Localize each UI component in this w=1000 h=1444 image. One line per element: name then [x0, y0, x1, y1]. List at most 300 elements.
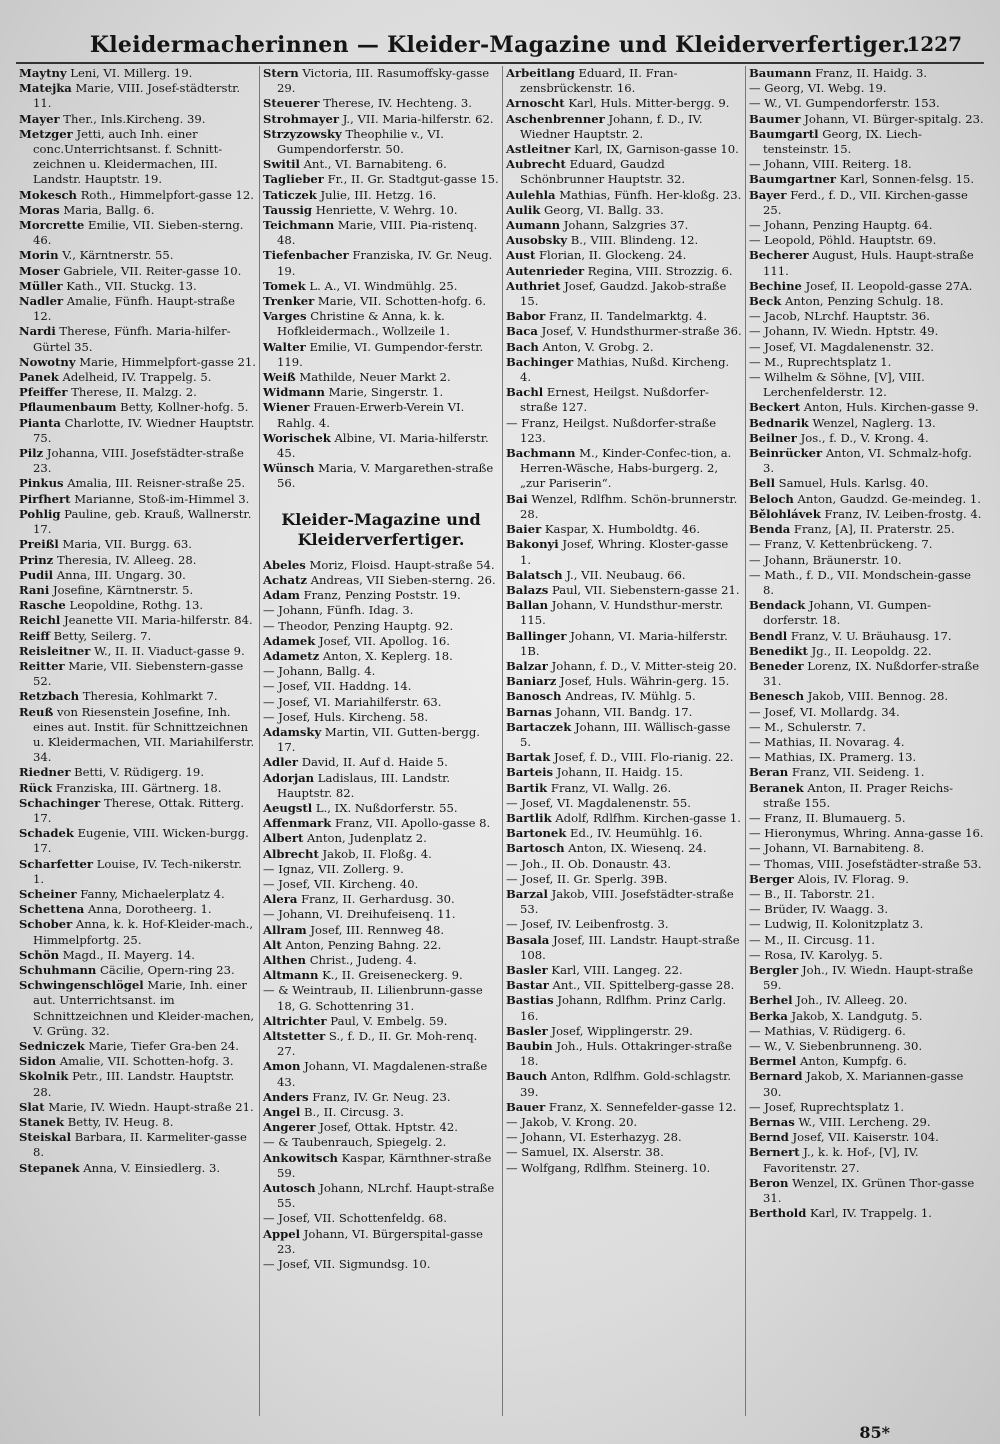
directory-entry: [506, 233, 742, 248]
directory-entry: [506, 1161, 742, 1176]
entry-surname: Bernd: [749, 1130, 789, 1145]
entry-surname: Astleitner: [506, 142, 571, 157]
entry-surname: Pirfhert: [19, 491, 71, 506]
entry-details: — Brüder, IV. Waagg. 3.: [749, 902, 889, 917]
directory-entry: [749, 81, 985, 96]
entry-details: — M., Schulerstr. 7.: [749, 719, 866, 734]
entry-details: Roth., Himmelpfort-gasse 12.: [80, 187, 254, 202]
entry-surname: Pinkus: [19, 476, 64, 491]
directory-entry: [506, 750, 742, 765]
directory-entry: [749, 172, 985, 187]
entry-details: Johann, f. D., IV. Wiedner Hauptstr. 2.: [520, 111, 703, 141]
entry-details: K., II. Greiseneckerg. 9.: [322, 968, 463, 983]
directory-entry: [19, 1161, 256, 1176]
directory-entry: [749, 218, 985, 233]
entry-surname: Babor: [506, 309, 546, 324]
entry-details: — Ignaz, VII. Zollerg. 9.: [263, 861, 404, 876]
entry-surname: Berka: [749, 1008, 788, 1023]
entry-surname: Bakonyi: [506, 537, 559, 552]
directory-entry: [749, 765, 985, 780]
entry-details: Josef, III. Landstr. Haupt-straße 108.: [520, 932, 740, 962]
entry-surname: Bartlik: [506, 810, 552, 825]
directory-entry: [749, 340, 985, 355]
entry-details: Josef, III. Rennweg 48.: [310, 922, 445, 937]
entry-surname: Widmann: [263, 385, 325, 400]
entry-surname: Bachl: [506, 385, 544, 400]
entry-details: Jetti, auch Inh. einer conc.Unterrichtsanst. f. Schnitt-zeichnen u. Kleidermachen, III. Landstr. Hauptstr. 19.: [33, 126, 223, 187]
entry-surname: Weiß: [263, 370, 296, 385]
entry-details: Ferd., f. D., VII. Kirchen-gasse 25.: [763, 187, 968, 217]
directory-entry: [263, 188, 499, 203]
directory-entry: [506, 598, 742, 628]
entry-details: Johann, V. Hundsthur-merstr. 115.: [520, 598, 724, 628]
entry-surname: Angerer: [263, 1120, 316, 1135]
entry-details: Johanna, VIII. Josefstädter-straße 23.: [33, 446, 244, 476]
entry-details: Theresia, IV. Alleeg. 28.: [56, 552, 197, 567]
directory-entry: [19, 127, 256, 188]
directory-entry: [749, 188, 985, 218]
directory-entry: [263, 431, 499, 461]
entry-details: Franz, IV. Gr. Neug. 23.: [312, 1089, 451, 1104]
entry-details: Johann, Salzgries 37.: [563, 218, 689, 233]
entry-details: Fanny, Michaelerplatz 4.: [80, 886, 225, 901]
directory-entry: [19, 203, 256, 218]
entry-details: Franziska, IV. Gr. Neug. 19.: [277, 248, 493, 278]
directory-entry: [263, 649, 499, 664]
directory-entry: [749, 127, 985, 157]
entry-details: Franz, VII. Apollo-gasse 8.: [334, 816, 491, 831]
entry-details: V., Kärntnerstr. 55.: [62, 248, 174, 263]
directory-entry: [749, 537, 985, 552]
directory-entry: [263, 370, 499, 385]
entry-details: L. A., VI. Windmühlg. 25.: [309, 278, 458, 293]
directory-entry: [263, 695, 499, 710]
directory-entry: [19, 264, 256, 279]
directory-entry: [263, 953, 499, 968]
directory-entry: [19, 887, 256, 902]
entry-details: — Franz, Heilgst. Nußdorfer-straße 123.: [506, 415, 717, 445]
entry-details: von Riesenstein Josefine, Inh. eines aut. Instit. für Schnittzeichnen u. Kleidermachen, VII. Mariahilferstr. 34.: [33, 704, 255, 765]
entry-surname: Riedner: [19, 765, 71, 780]
directory-entry: [19, 948, 256, 963]
entry-details: — Wolfgang, Rdlfhm. Steinerg. 10.: [506, 1160, 711, 1175]
directory-entry: [263, 248, 499, 278]
directory-entry: [506, 355, 742, 385]
directory-entry: [19, 598, 256, 613]
directory-entry: [749, 1039, 985, 1054]
entry-surname: Adamek: [263, 633, 316, 648]
directory-entry: [749, 1206, 985, 1221]
entry-details: Joh., IV. Alleeg. 20.: [796, 993, 908, 1008]
entry-details: — Math., f. D., VII. Mondschein-gasse 8.: [749, 567, 972, 597]
entry-surname: Beranek: [749, 780, 804, 795]
directory-entry: [263, 1135, 499, 1150]
entry-surname: Schober: [19, 917, 73, 932]
directory-entry: [506, 188, 742, 203]
entry-surname: Becherer: [749, 248, 809, 263]
entry-details: Martin, VII. Gutten-bergg. 17.: [277, 724, 480, 755]
entry-surname: Schuhmann: [19, 962, 97, 977]
directory-entry: [19, 370, 256, 385]
entry-surname: Affenmark: [263, 816, 332, 831]
entry-surname: Bauer: [506, 1099, 546, 1114]
entry-details: Lorenz, IX. Nußdorfer-straße 31.: [763, 658, 980, 689]
directory-entry: [506, 826, 742, 841]
entry-details: Johann, VI. Maria-hilferstr. 1B.: [520, 628, 728, 658]
entry-details: August, Huls. Haupt-straße 111.: [763, 248, 974, 278]
entry-details: — Franz, II. Blumauerg. 5.: [749, 810, 906, 825]
entry-surname: Altstetter: [263, 1028, 326, 1043]
directory-entry: [263, 862, 499, 877]
entry-details: Jos., f. D., V. Krong. 4.: [800, 430, 929, 445]
entry-details: Jakob, X. Mariannen-gasse 30.: [763, 1069, 964, 1099]
entry-surname: Bělohlávek: [749, 506, 821, 521]
entry-surname: Aumann: [506, 218, 561, 233]
entry-details: Anna, k. k. Hof-Kleider-mach., Himmelpfortg. 25.: [33, 917, 254, 947]
entry-details: Johann, VI. Bürger-spitalg. 23.: [804, 111, 984, 126]
directory-entry: [263, 127, 499, 157]
entry-details: Josef, VII. Kaiserstr. 104.: [792, 1130, 939, 1145]
entry-surname: Benda: [749, 522, 791, 537]
entry-surname: Barzal: [506, 886, 548, 901]
entry-details: Anton, Gaudzd. Ge-meindeg. 1.: [797, 491, 981, 506]
entry-details: — Johann, IV. Wiedn. Hptstr. 49.: [749, 324, 939, 339]
entry-surname: Bayer: [749, 187, 787, 202]
entry-details: Paul, VII. Siebenstern-gasse 21.: [552, 582, 740, 597]
directory-entry: [506, 537, 742, 567]
entry-details: M., Kinder-Confec-tion, a. Herren-Wäsche, Habs-burgerg. 2, „zur Pariserin“.: [520, 446, 732, 491]
directory-entry: [506, 279, 742, 309]
entry-surname: Scharfetter: [19, 856, 94, 871]
entry-details: — W., V. Siebenbrunneng. 30.: [749, 1039, 923, 1053]
directory-entry: [749, 309, 985, 324]
entry-details: Johann, Rdlfhm. Prinz Carlg. 16.: [520, 993, 727, 1023]
entry-details: Franz, VII. Seideng. 1.: [791, 765, 925, 780]
directory-entry: [749, 735, 985, 750]
entry-details: Henriette, V. Wehrg. 10.: [315, 202, 458, 217]
directory-entry: [749, 157, 985, 172]
entry-surname: Baumer: [749, 111, 801, 126]
directory-entry: [19, 1130, 256, 1160]
directory-entry: [749, 112, 985, 127]
directory-entry: [263, 634, 499, 649]
entry-surname: Pudil: [19, 567, 54, 582]
entry-surname: Mokesch: [19, 187, 77, 202]
entry-surname: Moser: [19, 263, 60, 278]
directory-entry: [19, 537, 256, 552]
entry-surname: Ballinger: [506, 628, 567, 643]
entry-details: Regina, VIII. Strozzig. 6.: [587, 263, 733, 278]
entry-details: Josef, II. Leopold-gasse 27A.: [805, 278, 973, 293]
entry-details: Johann, VII. Bandg. 17.: [555, 704, 693, 719]
directory-entry: [263, 664, 499, 679]
entry-surname: Benedikt: [749, 643, 808, 658]
entry-details: Ther., Inls.Kircheng. 39.: [63, 111, 206, 126]
entry-details: Eugenie, VIII. Wicken-burgg. 17.: [33, 826, 249, 856]
entry-surname: Trenker: [263, 294, 315, 309]
directory-entry: [749, 1130, 985, 1145]
directory-entry: [19, 112, 256, 127]
entry-details: — Georg, VI. Webg. 19.: [749, 81, 887, 96]
entry-details: Anton, Penzing Bahng. 22.: [285, 937, 442, 952]
directory-entry: [749, 522, 985, 537]
directory-entry: [749, 720, 985, 735]
signature-mark: 85*: [859, 1423, 890, 1442]
directory-entry: [19, 1115, 256, 1130]
directory-entry: [749, 705, 985, 720]
entry-details: Leni, VI. Millerg. 19.: [70, 66, 193, 80]
entry-surname: Bai: [506, 491, 528, 506]
entry-details: Barbara, II. Karmeliter-gasse 8.: [33, 1130, 247, 1160]
entry-surname: Reichl: [19, 613, 61, 628]
entry-details: Emilie, VII. Sieben-sterng. 46.: [33, 218, 244, 248]
directory-entry: [749, 1069, 985, 1099]
entry-surname: Wiener: [263, 400, 310, 415]
directory-entry: [19, 279, 256, 294]
entry-surname: Aubrecht: [506, 157, 566, 172]
directory-entry: [506, 841, 742, 856]
directory-entry: [506, 385, 742, 415]
entry-details: Johann, VI. Magdalenen-straße 43.: [277, 1059, 488, 1089]
directory-entry: [749, 887, 985, 902]
entry-details: Eduard, Gaudzd Schönbrunner Hauptstr. 32.: [520, 157, 686, 187]
entry-surname: Ausobsky: [506, 233, 568, 248]
entry-surname: Bechine: [749, 278, 802, 293]
directory-entry: [19, 857, 256, 887]
entry-details: Karl, IV. Trappelg. 1.: [810, 1206, 932, 1221]
entry-surname: Aulik: [506, 202, 541, 217]
directory-entry: [506, 689, 742, 704]
entry-details: — Johann, Penzing Hauptg. 64.: [749, 218, 933, 233]
entry-details: Joh., IV. Wiedn. Haupt-straße 59.: [763, 962, 974, 993]
directory-entry: [506, 248, 742, 263]
entry-surname: Angel: [263, 1105, 301, 1119]
entry-surname: Achatz: [263, 572, 307, 587]
directory-entry: [19, 553, 256, 568]
entry-surname: Beckert: [749, 400, 801, 415]
directory-entry: [19, 385, 256, 400]
directory-entry: [506, 796, 742, 811]
entry-surname: Pflaumenbaum: [19, 400, 117, 415]
directory-entry: [749, 446, 985, 476]
entry-surname: Ankowitsch: [263, 1150, 338, 1165]
entry-details: W., II. II. Viaduct-gasse 9.: [94, 643, 245, 658]
entry-details: Anton, Kumpfg. 6.: [800, 1054, 907, 1069]
directory-entry: [19, 492, 256, 507]
directory-entry: [749, 826, 985, 841]
entry-details: Josef, Ottak. Hptstr. 42.: [319, 1120, 458, 1135]
entry-surname: Switil: [263, 157, 300, 172]
directory-entry: [749, 233, 985, 248]
directory-entry: [506, 1130, 742, 1145]
directory-entry: [263, 679, 499, 694]
directory-entry: [506, 522, 742, 537]
column-3: [502, 66, 745, 1416]
directory-entry: [19, 705, 256, 766]
directory-entry: [506, 324, 742, 339]
entry-details: Samuel, Huls. Karlsg. 40.: [778, 476, 929, 491]
entry-details: Andreas, VII Sieben-sterng. 26.: [310, 572, 496, 587]
directory-entry: [263, 172, 499, 187]
directory-entry: [263, 340, 499, 370]
directory-entry: [263, 309, 499, 339]
entry-surname: Autosch: [263, 1181, 316, 1196]
entry-details: Marie, VII. Schotten-hofg. 6.: [317, 294, 487, 309]
directory-entry: [263, 1029, 499, 1059]
directory-entry: [263, 279, 499, 294]
entry-surname: Bartak: [506, 750, 551, 765]
directory-entry: [749, 1100, 985, 1115]
entry-surname: Bergler: [749, 962, 799, 977]
entry-surname: Amon: [263, 1059, 301, 1074]
entry-details: Johann, NLrchf. Haupt-straße 55.: [277, 1181, 495, 1211]
directory-entry: [749, 1009, 985, 1024]
entry-details: Moriz, Floisd. Haupt-straße 54.: [309, 557, 495, 572]
directory-entry: [749, 644, 985, 659]
entry-details: Albine, VI. Maria-hilferstr. 45.: [277, 430, 489, 461]
entry-surname: Basler: [506, 962, 548, 977]
directory-entry: [19, 507, 256, 537]
directory-entry: [19, 1054, 256, 1069]
entry-details: — Josef, VI. Mollardg. 34.: [749, 704, 900, 719]
entry-details: Georg, IX. Liech-tensteinstr. 15.: [763, 126, 922, 157]
entry-details: Theophilie v., VI. Gumpendorferstr. 50.: [277, 126, 444, 157]
directory-entry: [263, 1059, 499, 1089]
entry-details: B., II. Circusg. 3.: [304, 1105, 404, 1119]
entry-surname: Retzbach: [19, 689, 80, 704]
entry-details: Fr., II. Gr. Stadtgut-gasse 15.: [327, 172, 499, 187]
entry-details: — Johann, VI. Barnabiteng. 8.: [749, 841, 925, 856]
entry-surname: Taticzek: [263, 187, 317, 202]
entry-details: Wenzel, Rdlfhm. Schön-brunnerstr. 28.: [520, 491, 738, 521]
directory-entry: [263, 294, 499, 309]
entry-surname: Schettena: [19, 902, 85, 917]
entry-surname: Altmann: [263, 968, 319, 983]
entry-details: Therese, II. Malzg. 2.: [71, 385, 197, 400]
entry-details: Josef, Huls. Währin-gerg. 15.: [560, 674, 730, 689]
entry-surname: Metzger: [19, 126, 73, 141]
entry-details: Johann, VI. Bürgerspital-gasse 23.: [277, 1226, 484, 1256]
entry-details: Kaspar, X. Humboldtg. 46.: [544, 522, 701, 537]
directory-entry: [506, 583, 742, 598]
directory-entry: [506, 887, 742, 917]
entry-details: Betty, Kollner-hofg. 5.: [120, 400, 249, 415]
entry-surname: Beneder: [749, 658, 804, 673]
entry-details: Marie, Himmelpfort-gasse 21.: [79, 354, 256, 369]
directory-entry: [263, 1181, 499, 1211]
entry-details: Maria, V. Margarethen-straße 56.: [277, 461, 494, 491]
entry-details: Karl, Huls. Mitter-bergg. 9.: [568, 96, 730, 111]
entry-surname: Anders: [263, 1089, 309, 1104]
entry-details: Franz, V. U. Bräuhausg. 17.: [790, 628, 952, 643]
section-heading-line: Kleiderverfertiger.: [297, 529, 465, 549]
directory-entry: [263, 112, 499, 127]
entry-surname: Müller: [19, 278, 63, 293]
entry-details: — Josef, VII. Kircheng. 40.: [263, 876, 419, 891]
directory-entry: [19, 248, 256, 263]
directory-entry: [749, 507, 985, 522]
entry-details: — Johann, VIII. Reiterg. 18.: [749, 157, 912, 172]
entry-surname: Nadler: [19, 294, 64, 309]
entry-details: Victoria, III. Rasumoffsky-gasse 29.: [277, 66, 490, 96]
entry-details: — Jacob, NLrchf. Hauptstr. 36.: [749, 309, 930, 324]
directory-entry: [19, 613, 256, 628]
entry-details: Johann, VI. Gumpen-dorferstr. 18.: [763, 598, 932, 628]
entry-details: B., VIII. Blindeng. 12.: [570, 233, 699, 248]
directory-entry: [749, 1024, 985, 1039]
directory-entry: [749, 781, 985, 811]
entry-surname: Benesch: [749, 689, 804, 704]
entry-surname: Adam: [263, 588, 300, 603]
entry-surname: Mayer: [19, 111, 60, 126]
entry-surname: Berhel: [749, 993, 793, 1008]
directory-entry: [749, 279, 985, 294]
entry-surname: Varges: [263, 309, 307, 324]
directory-entry: [19, 188, 256, 203]
directory-entry: [506, 203, 742, 218]
entry-details: Betty, IV. Heug. 8.: [67, 1115, 174, 1130]
directory-entry: [506, 705, 742, 720]
entry-surname: Bednarik: [749, 415, 809, 430]
entry-details: Ed., IV. Heumühlg. 16.: [570, 826, 703, 841]
entry-surname: Aulehla: [506, 187, 556, 202]
entry-details: Josef, VII. Apollog. 16.: [318, 633, 450, 648]
directory-entry: [506, 142, 742, 157]
entry-details: — Johann, Fünfh. Idag. 3.: [263, 603, 414, 618]
entry-surname: Tiefenbacher: [263, 248, 349, 263]
entry-surname: Schachinger: [19, 795, 101, 810]
directory-entry: [506, 96, 742, 111]
entry-details: — Mathias, II. Novarag. 4.: [749, 734, 905, 749]
entry-surname: Basler: [506, 1023, 548, 1038]
directory-entry: [263, 831, 499, 846]
entry-details: Kath., VII. Stuckg. 13.: [66, 278, 197, 293]
entry-surname: Barteis: [506, 765, 554, 780]
entry-surname: Bachmann: [506, 446, 576, 461]
directory-entry: [19, 659, 256, 689]
entry-surname: Skolnik: [19, 1069, 69, 1084]
directory-entry: [506, 917, 742, 932]
entry-surname: Baumgartner: [749, 172, 837, 187]
entry-details: Julie, III. Hetzg. 16.: [320, 187, 437, 202]
entry-details: Mathias, Nußd. Kircheng. 4.: [520, 354, 730, 385]
column-4: [745, 66, 988, 1416]
entry-details: Anna, V. Einsiedlerg. 3.: [83, 1160, 221, 1175]
directory-entry: [19, 1069, 256, 1099]
column-1: [16, 66, 259, 1416]
entry-surname: Tomek: [263, 278, 306, 293]
entry-details: Anna, III. Ungarg. 30.: [56, 567, 186, 582]
directory-entry: [506, 416, 742, 446]
directory-entry: [749, 902, 985, 917]
entry-surname: Nowotny: [19, 354, 76, 369]
directory-entry: [506, 309, 742, 324]
entry-surname: Althen: [263, 952, 306, 967]
directory-entry: [263, 400, 499, 430]
directory-entry: [19, 355, 256, 370]
directory-entry: [506, 492, 742, 522]
entry-details: Ladislaus, III. Landstr. Hauptstr. 82.: [277, 770, 451, 800]
directory-entry: [749, 1115, 985, 1130]
entry-surname: Bastar: [506, 978, 549, 993]
entry-details: Louise, IV. Tech-nikerstr. 1.: [33, 856, 242, 886]
entry-surname: Reisleitner: [19, 643, 91, 658]
entry-details: Adelheid, IV. Trappelg. 5.: [62, 370, 212, 385]
entry-surname: Bartonek: [506, 826, 567, 841]
entry-surname: Steiskal: [19, 1130, 71, 1145]
entry-details: Ant., VI. Barnabiteng. 6.: [303, 157, 447, 172]
entry-surname: Stern: [263, 66, 299, 80]
